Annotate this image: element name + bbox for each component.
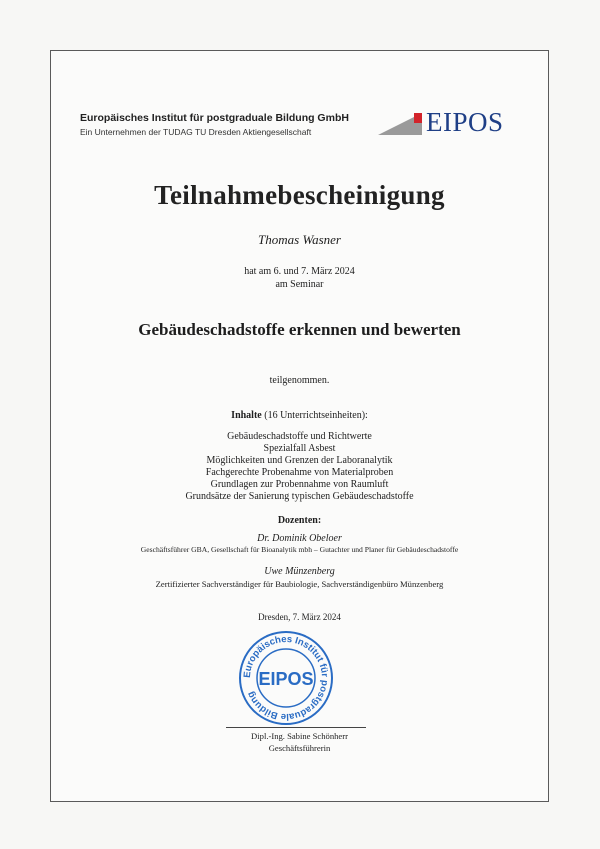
lecturer-role: Zertifizierter Sachverständiger für Baubiologie, Sachverständigenbüro Münzenberg [155,579,444,589]
seminar-line: am Seminar [275,279,324,290]
institute-subtitle: Ein Unternehmen der TUDAG TU Dresden Aktiengesellschaft [80,127,312,137]
stamp-center-text: EIPOS [258,669,314,689]
logo-triangle-icon [378,111,428,139]
date-line: hat am 6. und 7. März 2024 [244,266,355,277]
topic-item: Gebäudeschadstoffe und Richtwerte [227,431,372,442]
topics-list [50,431,549,503]
course-title: Gebäudeschadstoffe erkennen und bewerten [138,320,461,339]
topic-item: Grundsätze der Sanierung typischen Gebäudeschadstoffe [185,491,414,502]
stamp-ring-text: Europäisches Institut für postgraduale Bildung [241,633,331,723]
topic-item: Fachgerechte Probenahme von Materialproben [205,467,394,478]
certificate-title: Teilnahmebescheinigung [154,180,445,210]
lecturer-name: Uwe Münzenberg [264,566,335,577]
contents-units: (16 Unterrichtseinheiten): [264,410,368,421]
contents-heading [50,410,549,421]
contents-label: Inhalte [231,410,262,421]
lecturer-name: Dr. Dominik Obeloer [257,533,342,544]
lecturers-label: Dozenten: [277,515,322,526]
stamp-seal-icon [231,630,341,726]
signatory-title: Geschäftsführerin [268,743,331,753]
signature-line [226,727,366,728]
participant-name: Thomas Wasner [258,232,341,247]
eipos-logo [378,109,520,139]
logo-text: EIPOS [426,107,504,137]
participated-text: teilgenommen. [269,375,330,386]
lecturer-role: Geschäftsführer GBA, Gesellschaft für Bioanalytik mbh – Gutachter und Planer für Gebäudeschadstoffe [140,545,459,554]
topic-item: Spezialfall Asbest [263,443,336,454]
eipos-stamp [231,630,341,726]
signatory-name: Dipl.-Ing. Sabine Schönherr [251,731,348,741]
topic-item: Möglichkeiten und Grenzen der Laboranalytik [206,455,393,466]
institute-name: Europäisches Institut für postgraduale Bildung GmbH [80,112,349,124]
topic-item: Grundlagen zur Probennahme von Raumluft [210,479,389,490]
place-date: Dresden, 7. März 2024 [258,612,341,622]
